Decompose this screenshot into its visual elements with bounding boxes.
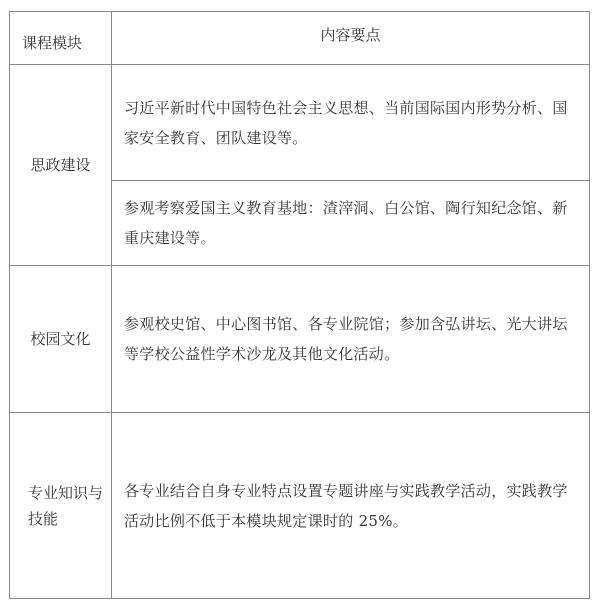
table-row bbox=[10, 413, 590, 599]
module-cell: 思政建设 bbox=[10, 65, 112, 266]
table-row bbox=[10, 65, 590, 181]
module-cell: 专业知识与技能 bbox=[10, 413, 112, 599]
content-cell: 参观校史馆、中心图书馆、各专业院馆；参加含弘讲坛、光大讲坛等学校公益性学术沙龙及其他文化活动。 bbox=[112, 266, 590, 413]
header-module: 课程模块 bbox=[10, 12, 112, 65]
content-cell: 参观考察爱国主义教育基地：渣滓洞、白公馆、陶行知纪念馆、新重庆建设等。 bbox=[112, 181, 590, 266]
content-cell: 习近平新时代中国特色社会主义思想、当前国际国内形势分析、国家安全教育、团队建设等。 bbox=[112, 65, 590, 181]
content-cell: 各专业结合自身专业特点设置专题讲座与实践教学活动，实践教学活动比例不低于本模块规定课时的 25%。 bbox=[112, 413, 590, 599]
table-row bbox=[10, 266, 590, 413]
course-table bbox=[9, 11, 590, 599]
header-content: 内容要点 bbox=[112, 12, 590, 65]
module-cell: 校园文化 bbox=[10, 266, 112, 413]
header-row bbox=[10, 12, 590, 65]
